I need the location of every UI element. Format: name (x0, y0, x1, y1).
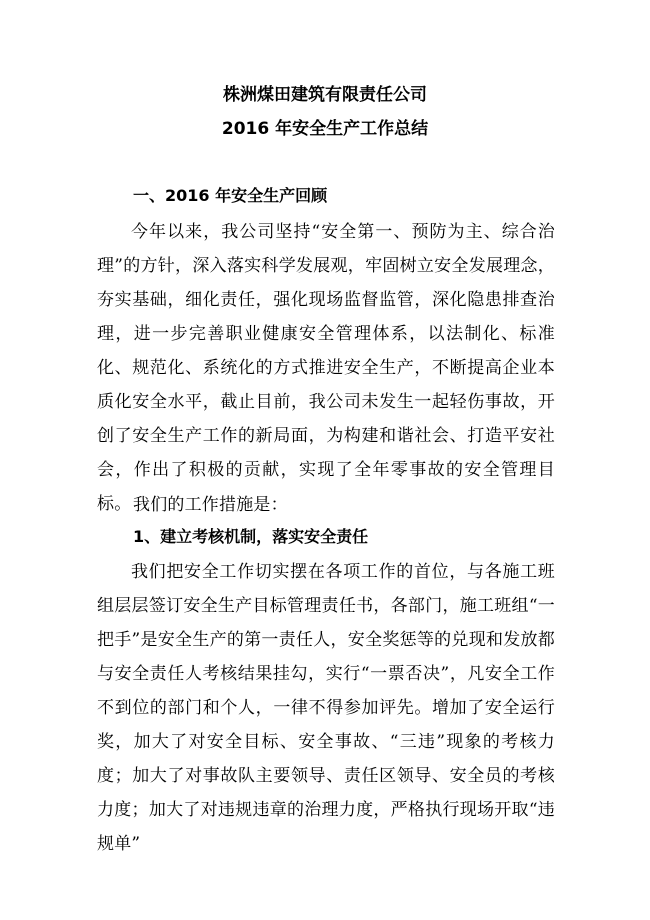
section-heading: 一、2016 年安全生产回顾 (133, 186, 328, 205)
body-paragraph: 我们把安全工作切实摆在各项工作的首位，与各施工班组层层签订安全生产目标管理责任书，各部门，施工班组“一把手”是安全生产的第一责任人，安全奖惩等的兑现和发放都与安全责任人考核结果挂勾，实行“一票否决”，凡安全工作不到位的部门和个人，一律不得参加评先。增加了安全运行奖，加大了对安全目标、安全事故、“三违”现象的考核力度；加大了对事故队主要领导、责任区领导、安全员的考核力度；加大了对违规违章的治理力度，严格执行现场开取“违规单” (97, 562, 555, 854)
measures-intro: 我们的工作措施是： (133, 495, 288, 515)
body-paragraph: 今年以来，我公司坚持“安全第一、预防为主、综合治理”的方针，深入落实科学发展观，牢固树立安全发展理念，夯实基础，细化责任，强化现场监督监管，深化隐患排查治理，进一步完善职业健康安全管理体系，以法制化、标准化、规范化、系统化的方式推进安全生产，不断提高企业本质化安全水平，截止目前，我公司未发生一起轻伤事故，开创了安全生产工作的新局面，为构建和谐社会、打造平安社会，作出了积极的贡献，实现了全年零事故的安全管理目标。 (97, 222, 555, 514)
subsection-heading: 1、建立考核机制，落实安全责任 (133, 527, 369, 546)
company-name: 株洲煤田建筑有限责任公司 (223, 85, 427, 105)
report-title: 2016 年安全生产工作总结 (221, 119, 429, 139)
